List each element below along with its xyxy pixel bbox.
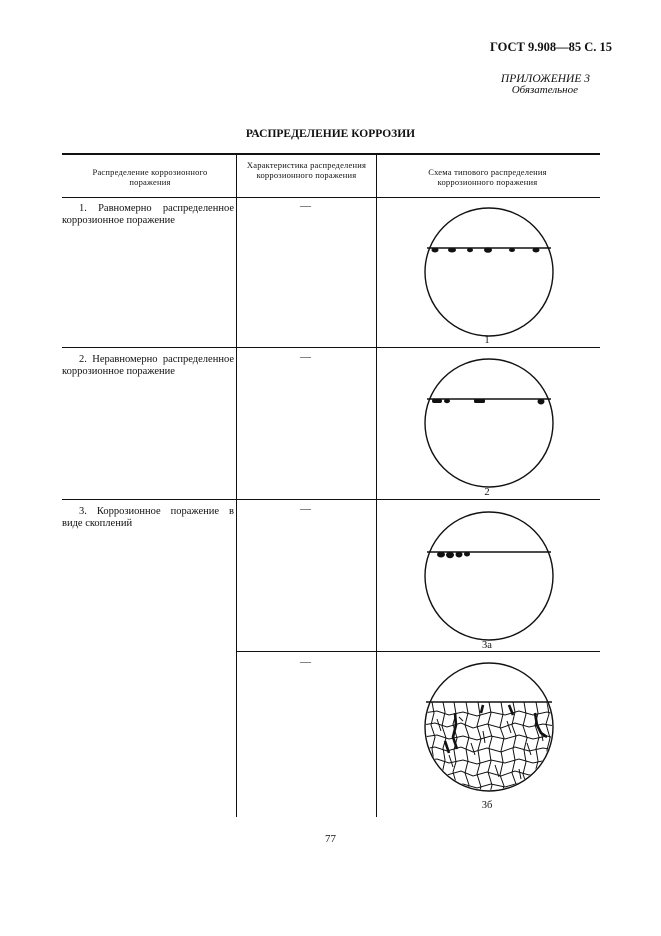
appendix-label: ПРИЛОЖЕНИЕ 3 <box>500 73 590 85</box>
page-number: 77 <box>325 833 336 845</box>
row-1-characteristic: — <box>300 200 311 212</box>
intergranular-corrosion-diagram <box>423 661 555 793</box>
row-1-description: 1. Равномерно распределенное коррозионное поражение <box>62 203 234 226</box>
uniform-corrosion-diagram <box>423 206 555 338</box>
appendix-status: Обязательное <box>511 84 578 96</box>
column-divider-1 <box>236 153 237 817</box>
page-title: РАСПРЕДЕЛЕНИЕ КОРРОЗИИ <box>245 128 416 140</box>
row-3-description: 3. Коррозионное поражение в виде скоплений <box>62 506 234 529</box>
column-divider-2 <box>376 153 377 817</box>
column-header-distribution: Распределение коррозионного поражения <box>92 167 208 187</box>
row-3b-characteristic: — <box>300 656 311 668</box>
table-top-rule <box>62 153 600 155</box>
column-header-characteristic: Характеристика распределения коррозионного поражения <box>246 160 367 180</box>
row-2-characteristic: — <box>300 351 311 363</box>
figure-label-3a: 3а <box>482 640 492 651</box>
standard-code: ГОСТ 9.908—85 С. 15 <box>489 40 612 54</box>
row-3a-characteristic: — <box>300 503 311 515</box>
table-header-rule <box>62 197 600 198</box>
row-2-description: 2. Неравномерно распределенное коррозионное поражение <box>62 354 234 377</box>
clustered-corrosion-diagram <box>423 510 555 642</box>
row-divider-2 <box>62 499 600 500</box>
figure-label-1: 1 <box>484 335 490 346</box>
row-divider-3 <box>237 651 600 652</box>
row-divider-1 <box>62 347 600 348</box>
column-header-scheme: Схема типового распределения коррозионного поражения <box>428 167 547 187</box>
nonuniform-corrosion-diagram <box>423 357 555 489</box>
figure-label-3b: 3б <box>481 800 493 811</box>
figure-label-2: 2 <box>484 487 490 498</box>
